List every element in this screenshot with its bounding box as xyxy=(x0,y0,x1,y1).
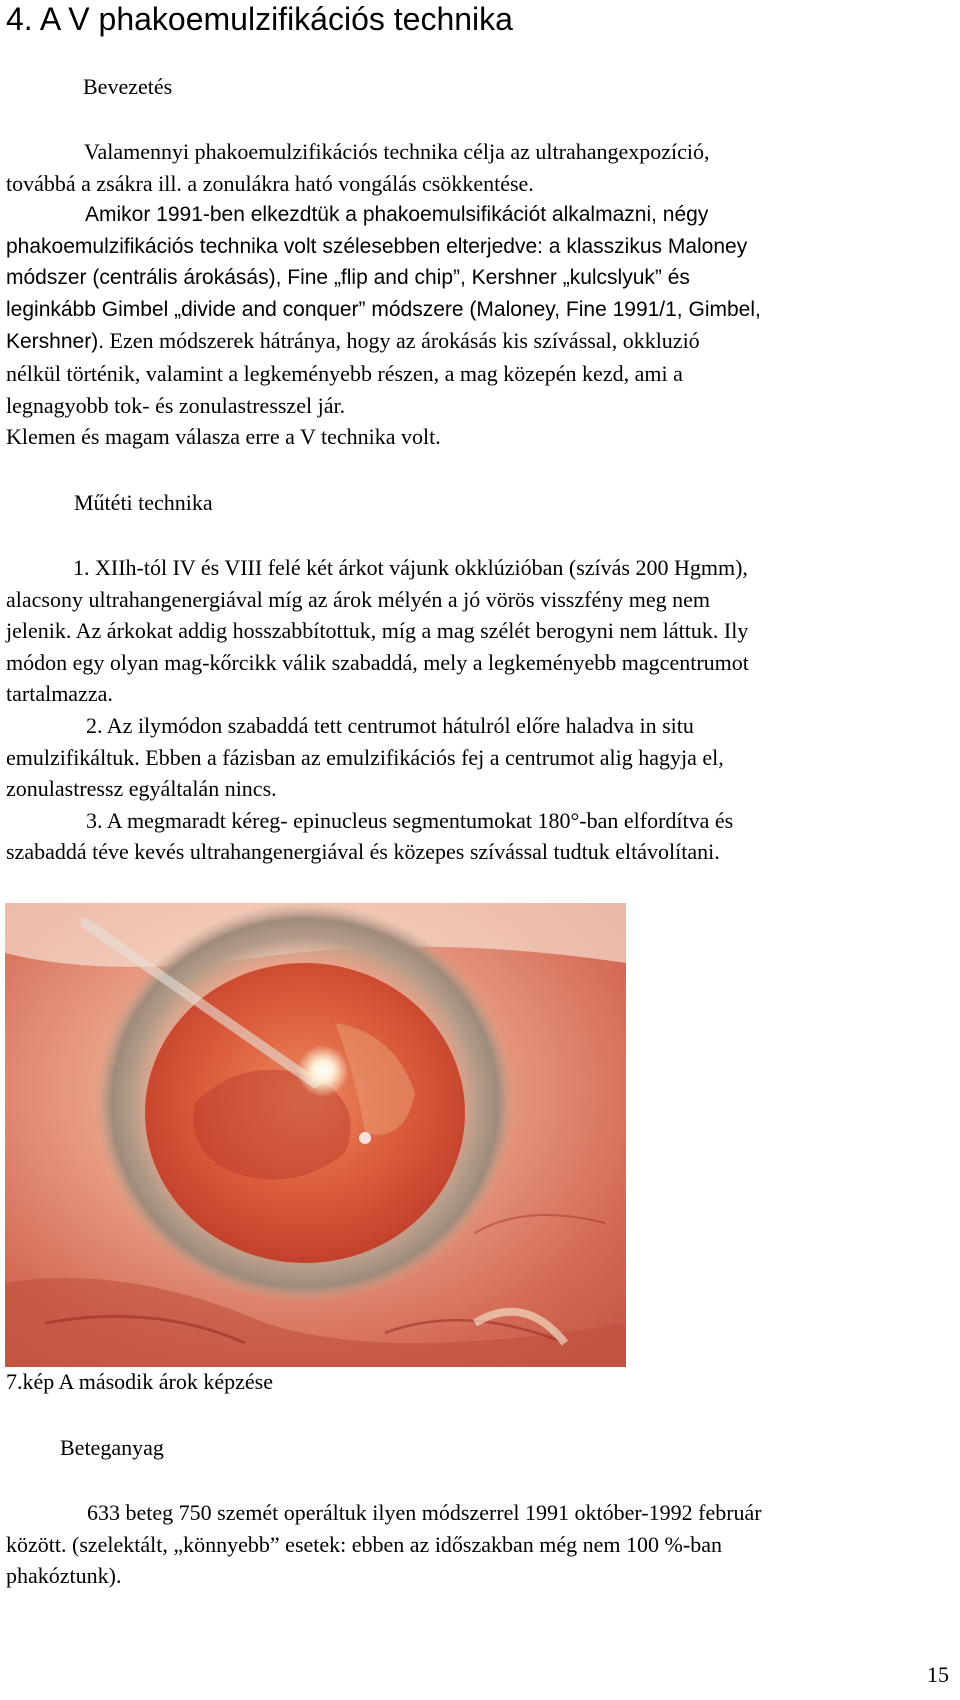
technique-paragraph xyxy=(6,552,956,868)
text-line: szabaddá téve kevés ultrahangenergiával és közepes szívással tudtuk eltávolítani. xyxy=(6,839,720,865)
text-line: Valamennyi phakoemulzifikációs technika célja az ultrahangexpozíció, xyxy=(84,139,710,164)
section-heading-patients: Beteganyag xyxy=(60,1435,164,1460)
section-heading-intro: Bevezetés xyxy=(83,74,173,99)
text-line: 3. A megmaradt kéreg- epinucleus segmentumokat 180°-ban elfordítva és xyxy=(86,807,734,833)
surgery-photo xyxy=(5,903,626,1367)
text-fragment: Kershner). xyxy=(6,330,105,354)
text-line: 633 beteg 750 szemét operáltuk ilyen módszerrel 1991 október-1992 február xyxy=(87,1500,762,1525)
text-line xyxy=(6,325,956,358)
text-line: 1. XIIh-tól IV és VIII felé két árkot vájunk okklúzióban (szívás 200 Hgmm), xyxy=(73,555,748,580)
text-line: emulzifikáltuk. Ebben a fázisban az emulzifikációs fej a centrumot alig hagyja el, xyxy=(6,744,724,770)
text-line: nélkül történik, valamint a legkeményebb részen, a mag közepén kezd, ami a xyxy=(6,360,683,386)
page-title: 4. A V phakoemulzifikációs technika xyxy=(6,1,513,37)
text-line: módon egy olyan mag-kőrcikk válik szabaddá, mely a legkeményebb magcentrumot xyxy=(6,649,749,675)
text-line: legnagyobb tok- és zonulastresszel jár. xyxy=(6,392,346,418)
intro-paragraph-1 xyxy=(6,136,956,199)
eye-image xyxy=(5,903,626,1367)
text-line: leginkább Gimbel „divide and conquer” módszere (Maloney, Fine 1991/1, Gimbel, xyxy=(6,297,761,321)
text-line: Amikor 1991-ben elkezdtük a phakoemulsifikációt alkalmazni, négy xyxy=(85,203,709,226)
page-number: 15 xyxy=(927,1662,949,1687)
text-line: phakóztunk). xyxy=(6,1563,122,1589)
text-line: Klemen és magam válasza erre a V technika volt. xyxy=(6,424,441,450)
text-line: zonulastressz egyáltalán nincs. xyxy=(6,776,277,802)
text-line: között. (szelektált, „könnyebb” esetek: ebben az időszakban még nem 100 %-ban xyxy=(6,1531,722,1557)
figure-caption: 7.kép A második árok képzése xyxy=(6,1369,273,1394)
text-line: tartalmazza. xyxy=(6,681,113,707)
text-line: továbbá a zsákra ill. a zonulákra ható vongálás csökkentése. xyxy=(6,170,534,196)
text-line: jelenik. Az árkokat addig hosszabbítottuk, míg a mag szélét berogyni nem láttuk. Ily xyxy=(6,618,749,644)
section-heading-technique: Műtéti technika xyxy=(74,490,213,515)
text-line: alacsony ultrahangenergiával míg az árok mélyén a jó vörös visszfény meg nem xyxy=(6,586,710,612)
text-line: 2. Az ilymódon szabaddá tett centrumot hátulról előre haladva in situ xyxy=(86,712,694,738)
intro-paragraph-2 xyxy=(6,199,956,453)
text-fragment: Ezen módszerek hátránya, hogy az árokásás kis szívással, okkluzió xyxy=(104,328,700,354)
text-line: phakoemulzifikációs technika volt szélesebben elterjedve: a klasszikus Maloney xyxy=(6,234,748,258)
patients-paragraph xyxy=(6,1497,956,1592)
text-line: módszer (centrális árokásás), Fine „flip and chip”, Kershner „kulcslyuk” és xyxy=(6,266,690,290)
